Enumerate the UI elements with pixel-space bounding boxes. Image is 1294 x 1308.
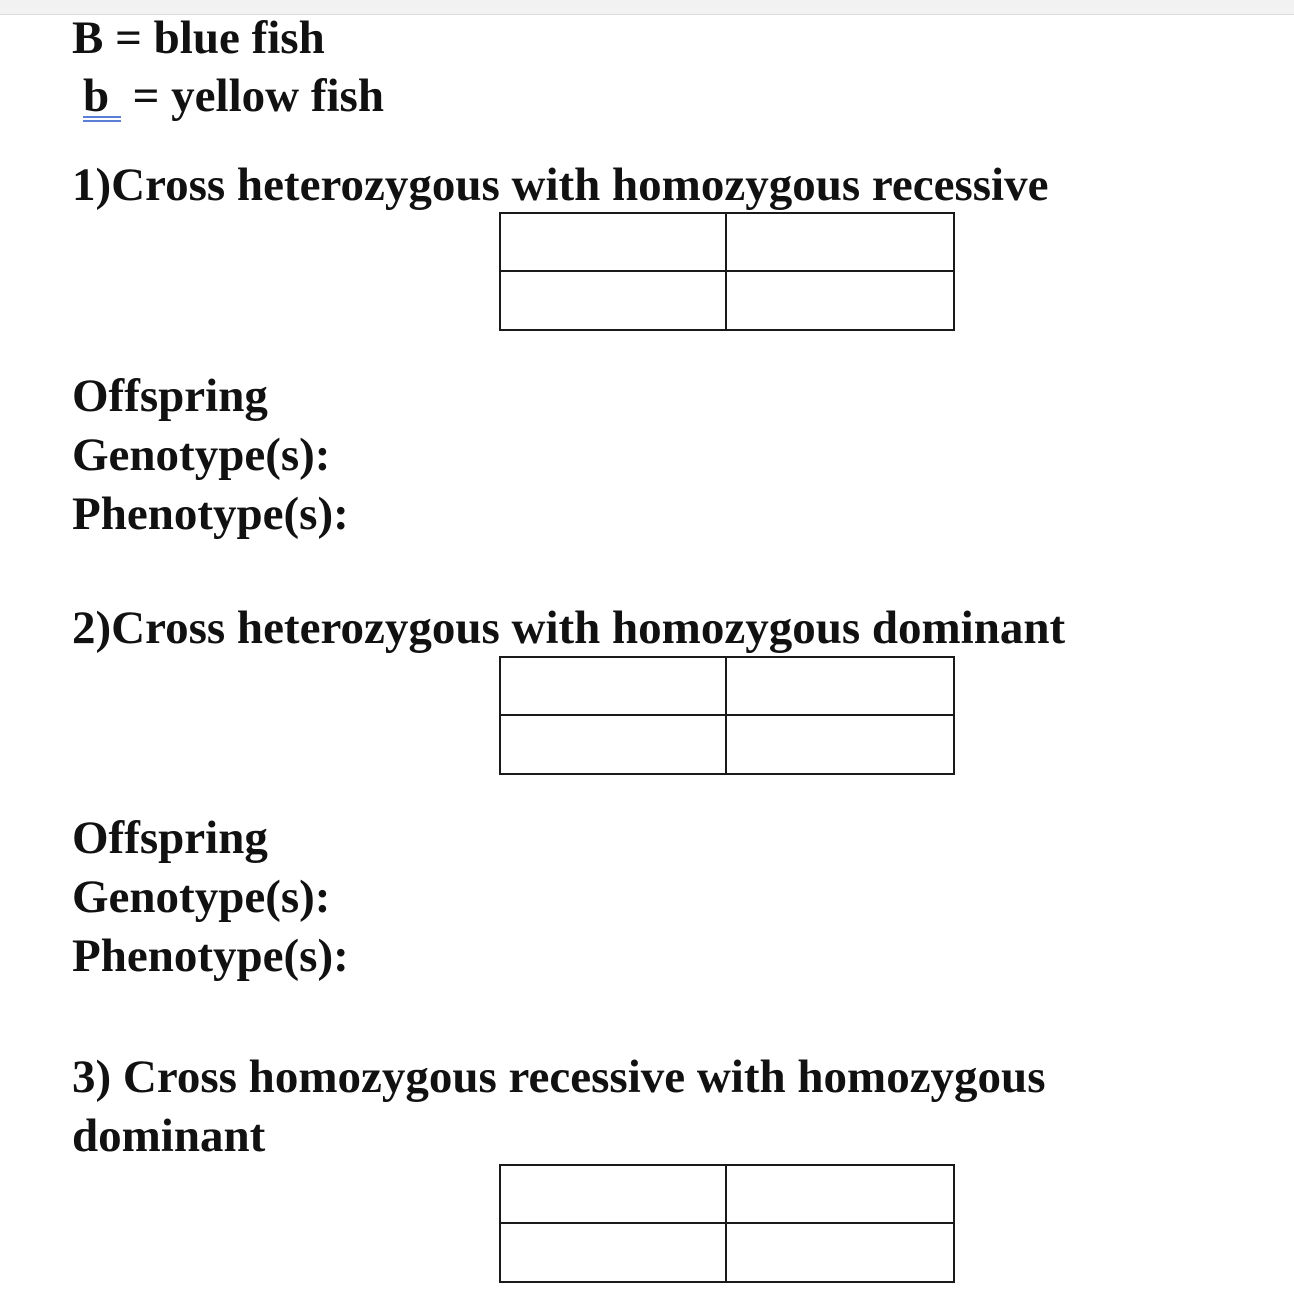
punnett-1-cell[interactable]: [501, 214, 727, 272]
punnett-2-cell[interactable]: [727, 716, 953, 774]
question-2-prompt: 2)Cross heterozygous with homozygous dominant: [72, 602, 1066, 654]
question-1-prompt: 1)Cross heterozygous with homozygous recessive: [72, 159, 1049, 211]
legend-recessive: [83, 68, 384, 124]
punnett-square-2[interactable]: [499, 656, 955, 775]
punnett-1-cell[interactable]: [727, 272, 953, 330]
legend-recessive-text: = yellow fish: [120, 70, 384, 122]
punnett-2-cell[interactable]: [501, 716, 727, 774]
legend-dominant-allele: B: [72, 12, 104, 64]
punnett-1-cell[interactable]: [727, 214, 953, 272]
question-3-prompt-line-1: 3) Cross homozygous recessive with homozygous: [72, 1051, 1046, 1103]
punnett-2-cell[interactable]: [501, 658, 727, 716]
question-3-prompt-line-2: dominant: [72, 1110, 266, 1162]
punnett-square-3[interactable]: [499, 1164, 955, 1283]
punnett-3-cell[interactable]: [501, 1166, 727, 1224]
punnett-square-1[interactable]: [499, 212, 955, 331]
legend-dominant: [72, 10, 325, 66]
punnett-3-cell[interactable]: [727, 1224, 953, 1282]
question-2-phenotype-label: Phenotype(s):: [72, 930, 349, 982]
punnett-2-cell[interactable]: [727, 658, 953, 716]
legend-dominant-text: = blue fish: [115, 12, 325, 64]
question-1-phenotype-label: Phenotype(s):: [72, 488, 349, 540]
punnett-3-cell[interactable]: [727, 1166, 953, 1224]
question-1-offspring-label: Offspring: [72, 370, 268, 422]
question-1-genotype-label: Genotype(s):: [72, 429, 331, 481]
question-2-genotype-label: Genotype(s):: [72, 871, 331, 923]
punnett-1-cell[interactable]: [501, 272, 727, 330]
legend-recessive-allele[interactable]: [83, 68, 121, 124]
punnett-3-cell[interactable]: [501, 1224, 727, 1282]
question-2-offspring-label: Offspring: [72, 812, 268, 864]
legend-recessive-allele-text: b: [83, 70, 110, 122]
